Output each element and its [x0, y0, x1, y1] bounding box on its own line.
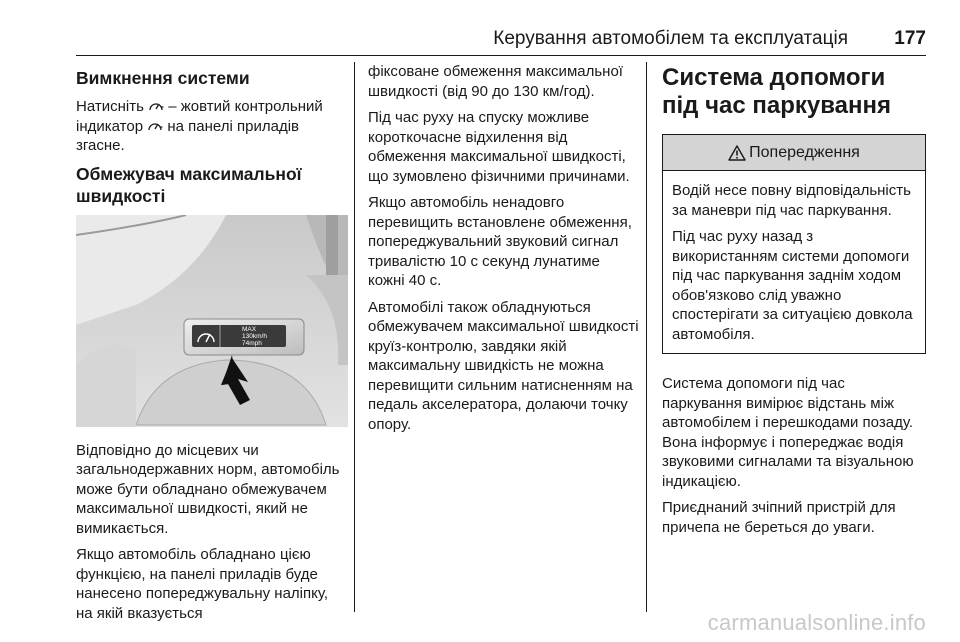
column-divider-2 — [646, 62, 647, 612]
warning-body — [663, 171, 925, 353]
dashboard-label-photo — [76, 215, 348, 427]
column-3 — [662, 62, 926, 544]
header-rule — [76, 55, 926, 56]
parking-description-paragraph: Система допомоги під час паркування вимірює відстань між автомобілем і перешкодами позаду. Вона інформує і попереджає водія звуковими сигналами та візуальною індикацією. — [662, 375, 914, 490]
limiter-paragraph-2: Якщо автомобіль обладнано цією функцією, на панелі приладів буде нанесено попереджувальну наліпку, на якій вказується — [76, 546, 329, 622]
photo-label-max: MAX — [242, 325, 257, 333]
column-divider-1 — [354, 62, 355, 612]
heading-speed-limiter: Обмежувач максимальної швидкості — [76, 163, 302, 206]
speed-limiter-icon — [148, 99, 164, 113]
heading-system-off: Вимкнення системи — [76, 68, 250, 88]
heading-parking-assist: Система допомоги під час паркування — [662, 64, 892, 119]
system-off-paragraph: Натисніть – жовтий контрольний індикатор на панелі приладів згасне. — [76, 98, 323, 154]
warning-paragraph-1: Водій несе повну відповідальність за маневри під час паркування. — [672, 182, 911, 219]
trailer-hitch-paragraph: Приєднаний зчіпний пристрій для причепа не береться до уваги. — [662, 499, 896, 536]
page-header — [76, 28, 926, 54]
warning-triangle-icon — [728, 145, 746, 161]
running-title: Керування автомобілем та експлуатація — [493, 28, 848, 49]
photo-label-mph: 74mph — [242, 339, 262, 347]
cruise-limiter-paragraph: Автомобілі також обладнуються обмежувачем максимальної швидкості круїз-контролю, завдяки якій максимальну швидкість не можна перевищити сильним натисненням на педаль акселератора, долаючи точку опору. — [368, 298, 639, 433]
watermark: carmanualsonline.info — [707, 610, 926, 635]
limiter-paragraph-1: Відповідно до місцевих чи загальнодержавних норм, автомобіль може бути обладнано обмежувачем максимальної швидкості, який не вимикається. — [76, 441, 340, 537]
warning-paragraph-2: Під час руху назад з використанням системи допомоги під час паркування заднім ходом обов'язково слід уважно спостерігати за ситуацією довкола автомобіля. — [672, 228, 913, 343]
downhill-paragraph: Під час руху на спуску можливе короткочасне відхилення від обмеження максимальної швидкості, що зумовлено фізичними причинами. — [368, 109, 630, 185]
warning-box — [662, 134, 926, 354]
page-number: 177 — [894, 28, 926, 49]
warning-header — [663, 135, 925, 171]
column-1 — [76, 62, 348, 630]
limit-range-paragraph: фіксоване обмеження максимальної швидкості (від 90 до 130 км/год). — [368, 63, 623, 100]
photo-label-kmh: 130km/h — [242, 332, 267, 340]
warning-title: Попередження — [749, 143, 860, 161]
overspeed-warning-paragraph: Якщо автомобіль ненадовго перевищить встановлене обмеження, попереджувальний звуковий сигнал тривалістю 10 с секунд лунатиме кожні 40 с. — [368, 194, 632, 289]
speed-limiter-icon — [147, 119, 163, 133]
column-2 — [368, 62, 640, 441]
